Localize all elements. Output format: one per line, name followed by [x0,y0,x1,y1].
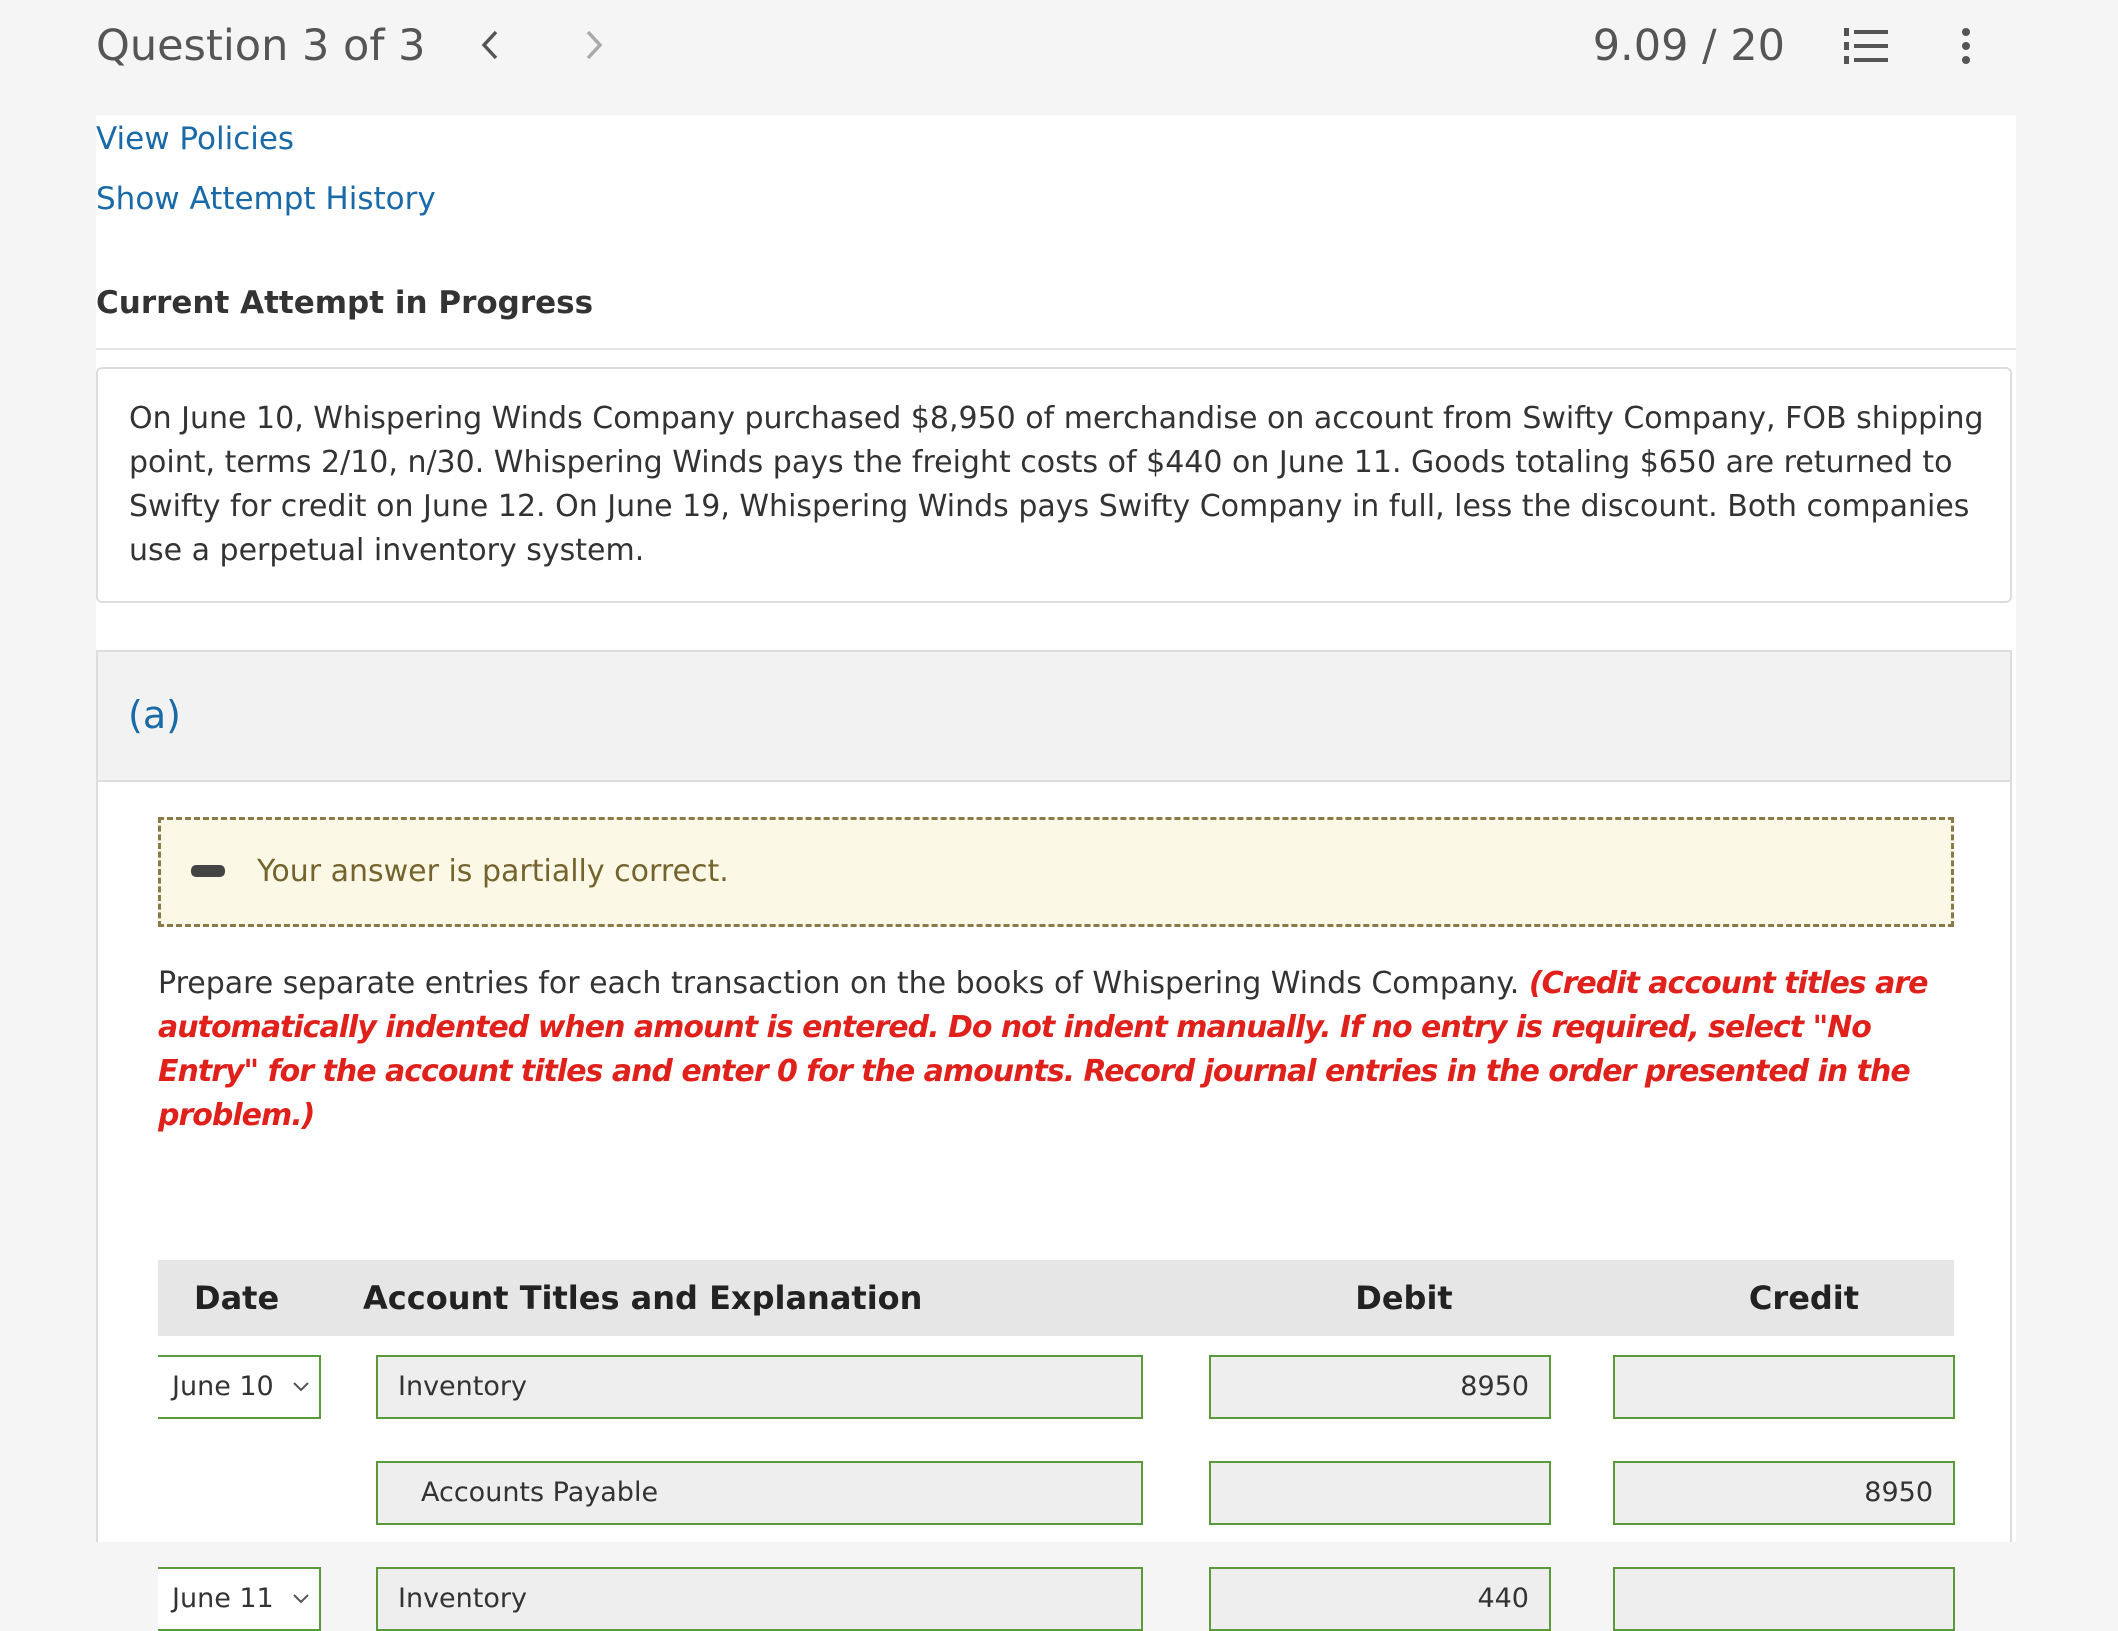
view-policies-link[interactable]: View Policies [96,121,295,157]
journal-table-header [158,1260,1954,1336]
feedback-banner [158,817,1954,927]
debit-input[interactable]: 8950 [1209,1355,1551,1419]
debit-column-header: Debit [1355,1279,1453,1317]
chevron-down-icon [291,1377,311,1397]
debit-input[interactable]: 440 [1209,1567,1551,1631]
previous-question-button[interactable] [470,20,510,70]
problem-statement-box [96,367,2012,603]
instructions-text: Prepare separate entries for each transaction on the books of Whispering Winds Company. [158,966,1529,1001]
attempt-heading: Current Attempt in Progress [96,285,594,321]
part-header [98,652,2010,782]
question-content [96,115,2016,1614]
problem-text: On June 10, Whispering Winds Company purchased $8,950 of merchandise on account from Swifty Company, FOB shipping point, terms 2/10, n/30. Whispering Winds pays the freight costs of $440 on June 11. Goods totaling $650 are returned to Swifty for credit on June 12. On June 19, Whispering Winds pays Swifty Company in full, less the discount. Both companies use a perpetual inventory system. [129,401,1984,568]
chevron-down-icon [291,1589,311,1609]
chevron-left-icon [479,28,501,62]
question-list-button[interactable] [1842,24,1890,68]
account-title-input[interactable]: Inventory [376,1567,1143,1631]
date-select[interactable] [158,1355,321,1419]
divider [96,348,2016,350]
show-attempt-history-link[interactable]: Show Attempt History [96,181,436,217]
date-value: June 10 [172,1371,274,1402]
next-question-button[interactable] [574,20,614,70]
part-label: (a) [128,693,181,737]
date-column-header: Date [194,1279,280,1317]
account-title-input[interactable]: Accounts Payable [376,1461,1143,1525]
question-counter: Question 3 of 3 [96,21,426,71]
credit-input[interactable] [1613,1355,1955,1419]
part-a-panel [96,650,2012,1614]
instructions [158,962,1958,1138]
credit-input[interactable]: 8950 [1613,1461,1955,1525]
debit-input[interactable] [1209,1461,1551,1525]
partially-correct-icon [191,861,225,883]
account-title-input[interactable]: Inventory [376,1355,1143,1419]
date-select[interactable] [158,1567,321,1631]
feedback-text: Your answer is partially correct. [257,854,729,889]
account-column-header: Account Titles and Explanation [363,1279,923,1317]
question-header [0,0,2118,115]
numbered-list-icon [1842,24,1890,68]
instructions-note: (Credit account titles are automatically indented when amount is entered. Do not indent manually. If no entry is required, select "No Entry" for the account titles and enter 0 for the amounts. Record journal entries in the order presented in the problem.) [158,966,1928,1133]
score-display: 9.09 / 20 [1592,21,1785,71]
chevron-right-icon [583,28,605,62]
more-vertical-icon [1950,24,1982,68]
credit-column-header: Credit [1748,1279,1860,1317]
more-options-button[interactable] [1950,24,1982,68]
date-value: June 11 [172,1583,274,1614]
credit-input[interactable] [1613,1567,1955,1631]
